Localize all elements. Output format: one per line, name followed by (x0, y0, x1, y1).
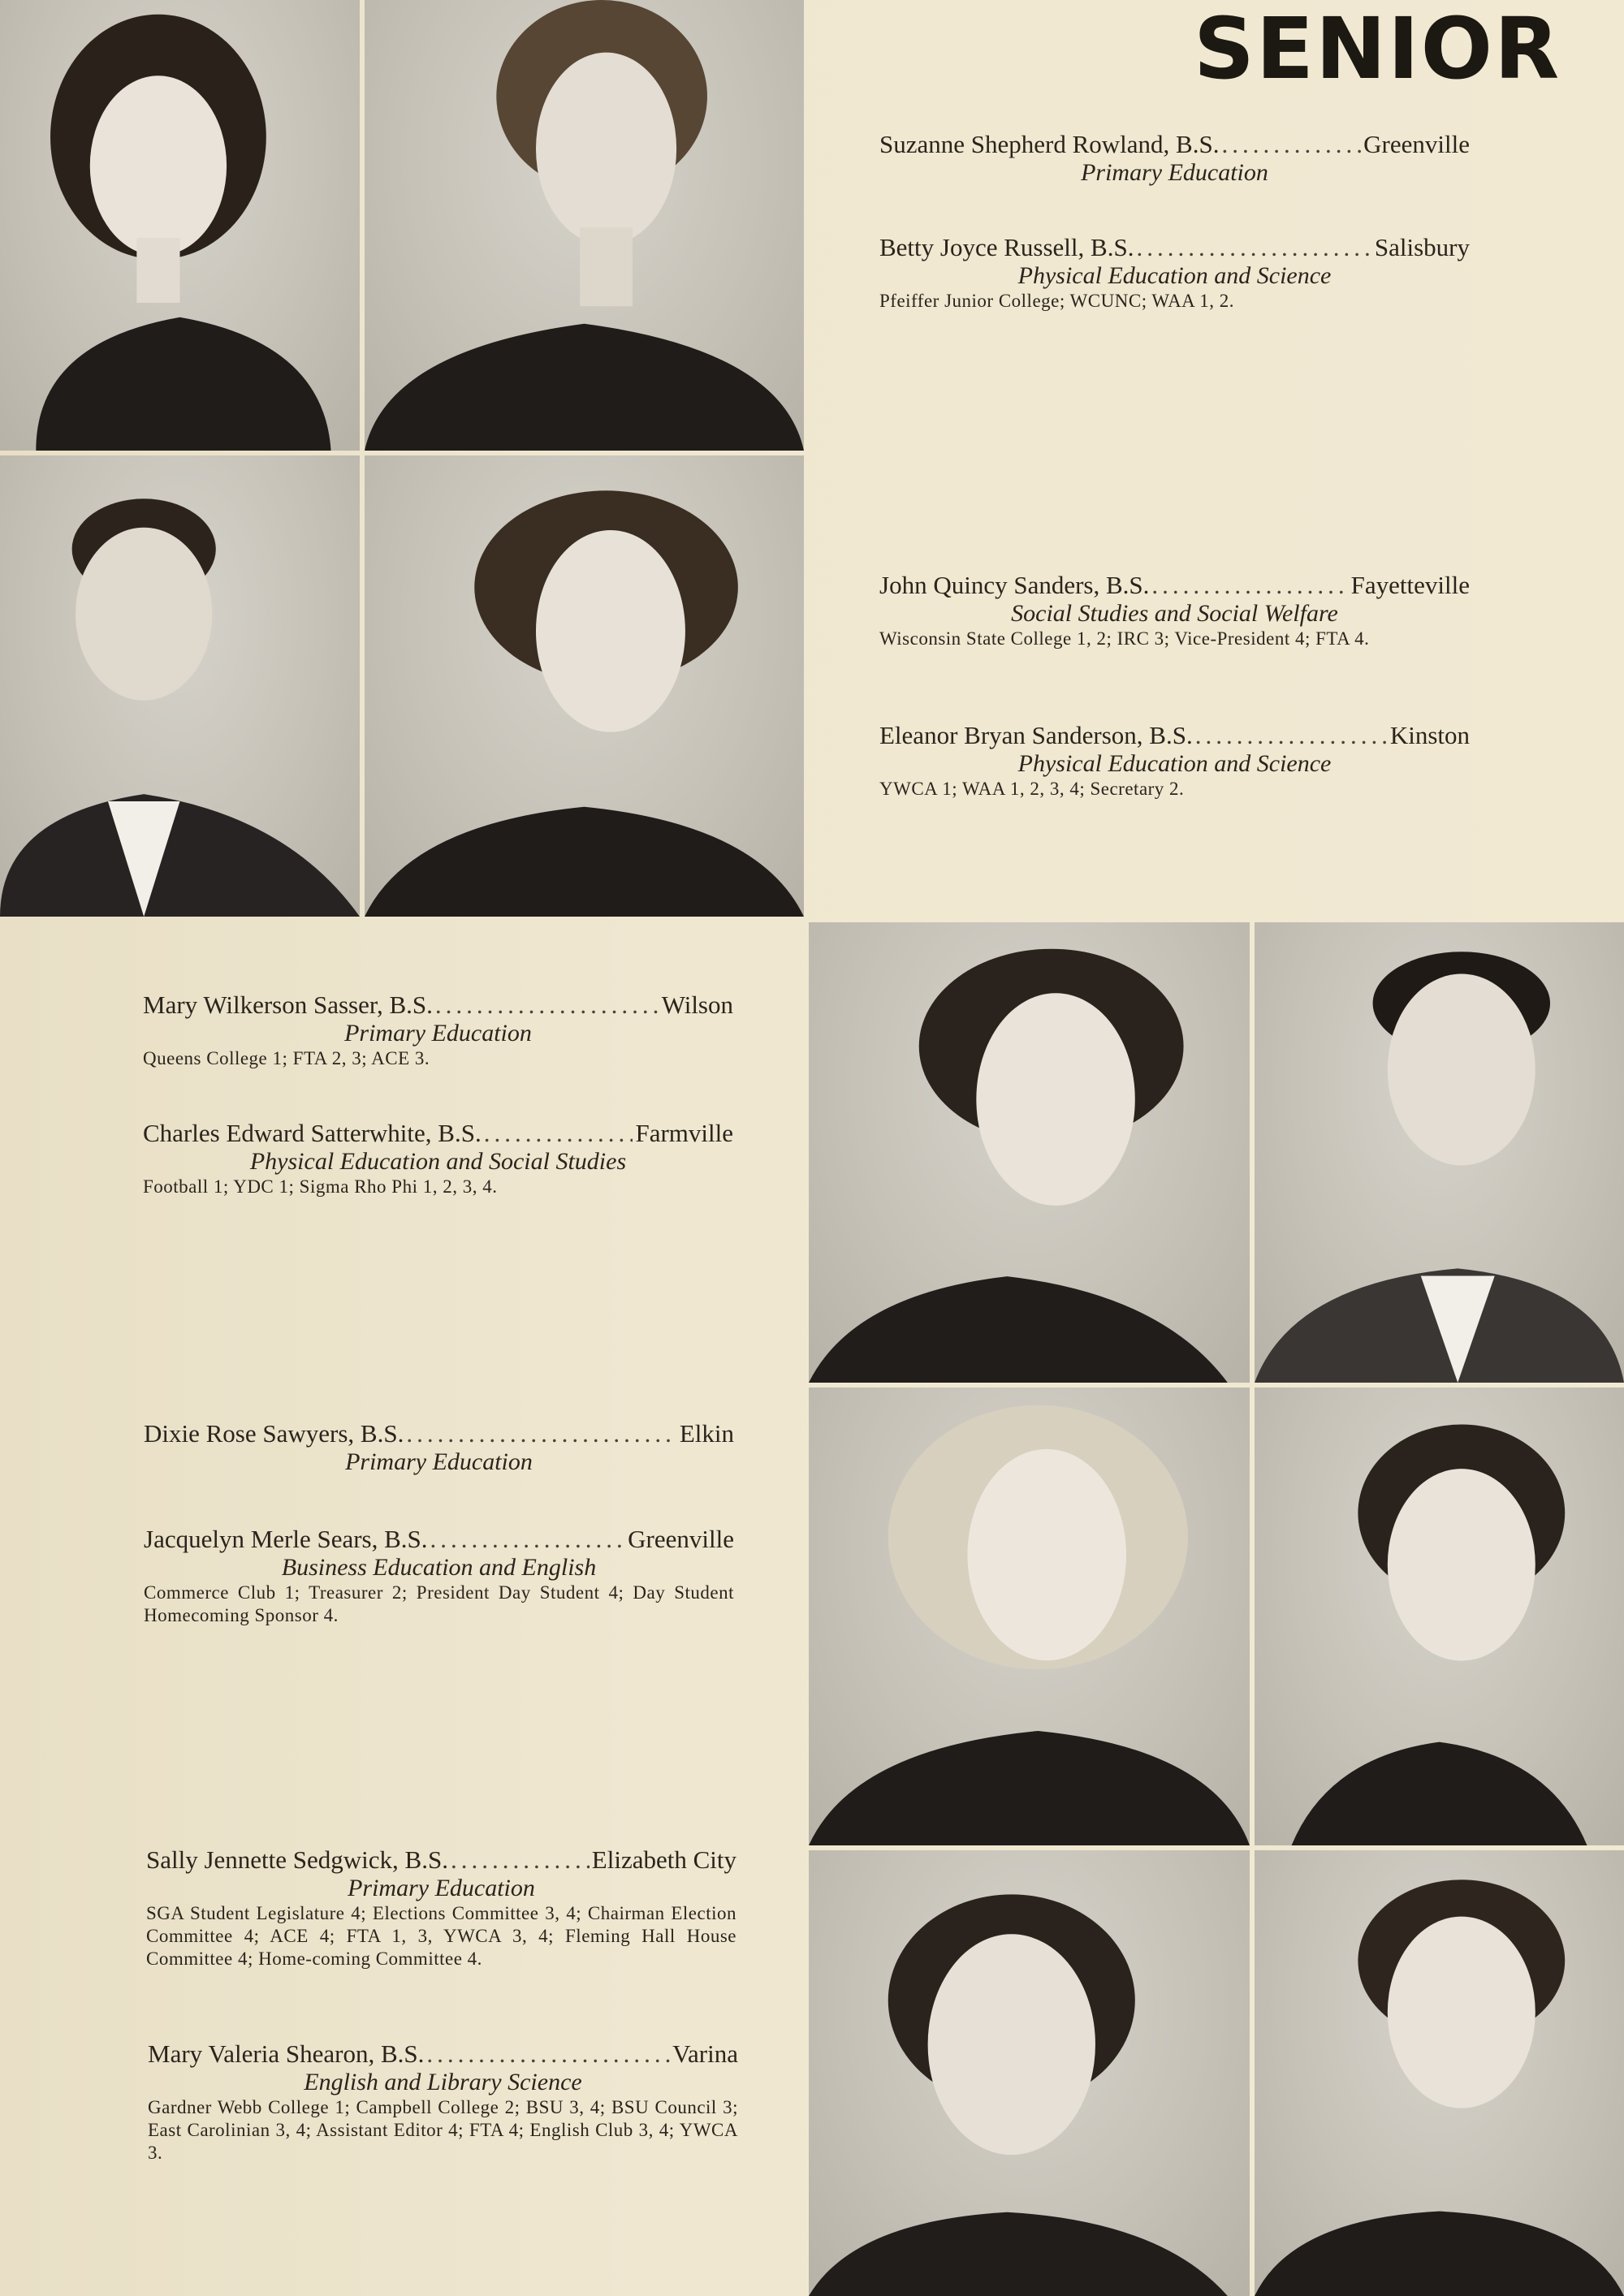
student-name: Jacquelyn Merle Sears, B.S. (144, 1525, 428, 1553)
student-hometown: Fayetteville (1350, 571, 1470, 599)
student-major: Social Studies and Social Welfare (1011, 600, 1338, 627)
portrait-photo (0, 0, 360, 451)
portrait-photo (0, 455, 360, 917)
student-major: Physical Education and Science (1017, 262, 1332, 289)
student-entry (146, 1845, 736, 1970)
dot-leader (435, 990, 659, 1020)
student-name: Mary Valeria Shearon, B.S. (148, 2039, 425, 2068)
student-activities: Queens College 1; FTA 2, 3; ACE 3. (143, 1048, 430, 1068)
student-major: Physical Education and Science (1017, 750, 1332, 777)
student-activities: Football 1; YDC 1; Sigma Rho Phi 1, 2, 3, 4. (143, 1176, 498, 1197)
student-entry (879, 130, 1470, 187)
student-entry (879, 233, 1470, 313)
student-name: Betty Joyce Russell, B.S. (879, 233, 1134, 261)
student-major: Primary Education (344, 1020, 532, 1047)
student-name: Dixie Rose Sawyers, B.S. (144, 1419, 404, 1448)
student-name: Sally Jennette Sedgwick, B.S. (146, 1845, 448, 1874)
dot-leader (406, 1419, 677, 1448)
student-hometown: Elizabeth City (591, 1845, 736, 1874)
student-hometown: Farmville (635, 1119, 733, 1147)
student-activities: SGA Student Legislature 4; Elections Committee 3, 4; Chairman Election Committee 4; ACE 4; FTA 1, 3, YWCA 3, 4; Fleming Hall House Committee 4; Home-coming Committee 4. (146, 1903, 736, 1969)
dot-leader (1195, 721, 1388, 750)
student-activities: Wisconsin State College 1, 2; IRC 3; Vice-President 4; FTA 4. (879, 628, 1370, 649)
student-entry (144, 1419, 734, 1476)
portrait-photo (1255, 1850, 1624, 2296)
student-entry (879, 721, 1470, 801)
student-major: Primary Education (348, 1875, 535, 1901)
student-major: English and Library Science (304, 2069, 582, 2095)
portrait-photo (1255, 922, 1624, 1383)
portrait-photo (809, 922, 1250, 1383)
student-name: John Quincy Sanders, B.S. (879, 571, 1150, 599)
student-hometown: Elkin (679, 1419, 734, 1448)
page-title: SENIOR (1194, 0, 1561, 98)
dot-leader (1221, 130, 1361, 159)
student-hometown: Varina (672, 2039, 738, 2068)
student-hometown: Greenville (628, 1525, 734, 1553)
student-activities: YWCA 1; WAA 1, 2, 3, 4; Secretary 2. (879, 779, 1185, 799)
student-activities: Pfeiffer Junior College; WCUNC; WAA 1, 2. (879, 291, 1235, 311)
portrait-photo (365, 455, 804, 917)
portrait-photo (365, 0, 804, 451)
dot-leader (451, 1845, 590, 1875)
student-name: Eleanor Bryan Sanderson, B.S. (879, 721, 1193, 749)
student-entry (144, 1525, 734, 1627)
portrait-photo (1255, 1388, 1624, 1845)
student-major: Physical Education and Social Studies (249, 1148, 627, 1175)
student-name: Suzanne Shepherd Rowland, B.S. (879, 130, 1220, 158)
student-name: Mary Wilkerson Sasser, B.S. (143, 990, 433, 1019)
student-hometown: Salisbury (1374, 233, 1470, 261)
student-hometown: Wilson (661, 990, 733, 1019)
dot-leader (426, 2039, 670, 2069)
portrait-photo (809, 1388, 1250, 1845)
student-activities: Commerce Club 1; Treasurer 2; President Day Student 4; Day Student Homecoming Sponsor 4. (144, 1582, 734, 1625)
student-hometown: Greenville (1363, 130, 1470, 158)
student-hometown: Kinston (1389, 721, 1470, 749)
student-entry (143, 1119, 733, 1198)
student-major: Primary Education (345, 1448, 533, 1475)
student-entry (148, 2039, 738, 2164)
student-entry (143, 990, 733, 1070)
dot-leader (1151, 571, 1348, 600)
student-name: Charles Edward Satterwhite, B.S. (143, 1119, 482, 1147)
dot-leader (430, 1525, 626, 1554)
portrait-photo (809, 1850, 1250, 2296)
dot-leader (484, 1119, 633, 1148)
student-entry (879, 571, 1470, 650)
student-activities: Gardner Webb College 1; Campbell College 2; BSU 3, 4; BSU Council 3; East Carolinian 3, 4; Assistant Editor 4; FTA 4; English Club 3, 4; YWCA 3. (148, 2097, 738, 2163)
dot-leader (1136, 233, 1371, 262)
student-major: Business Education and English (281, 1554, 597, 1581)
student-major: Primary Education (1081, 159, 1268, 186)
